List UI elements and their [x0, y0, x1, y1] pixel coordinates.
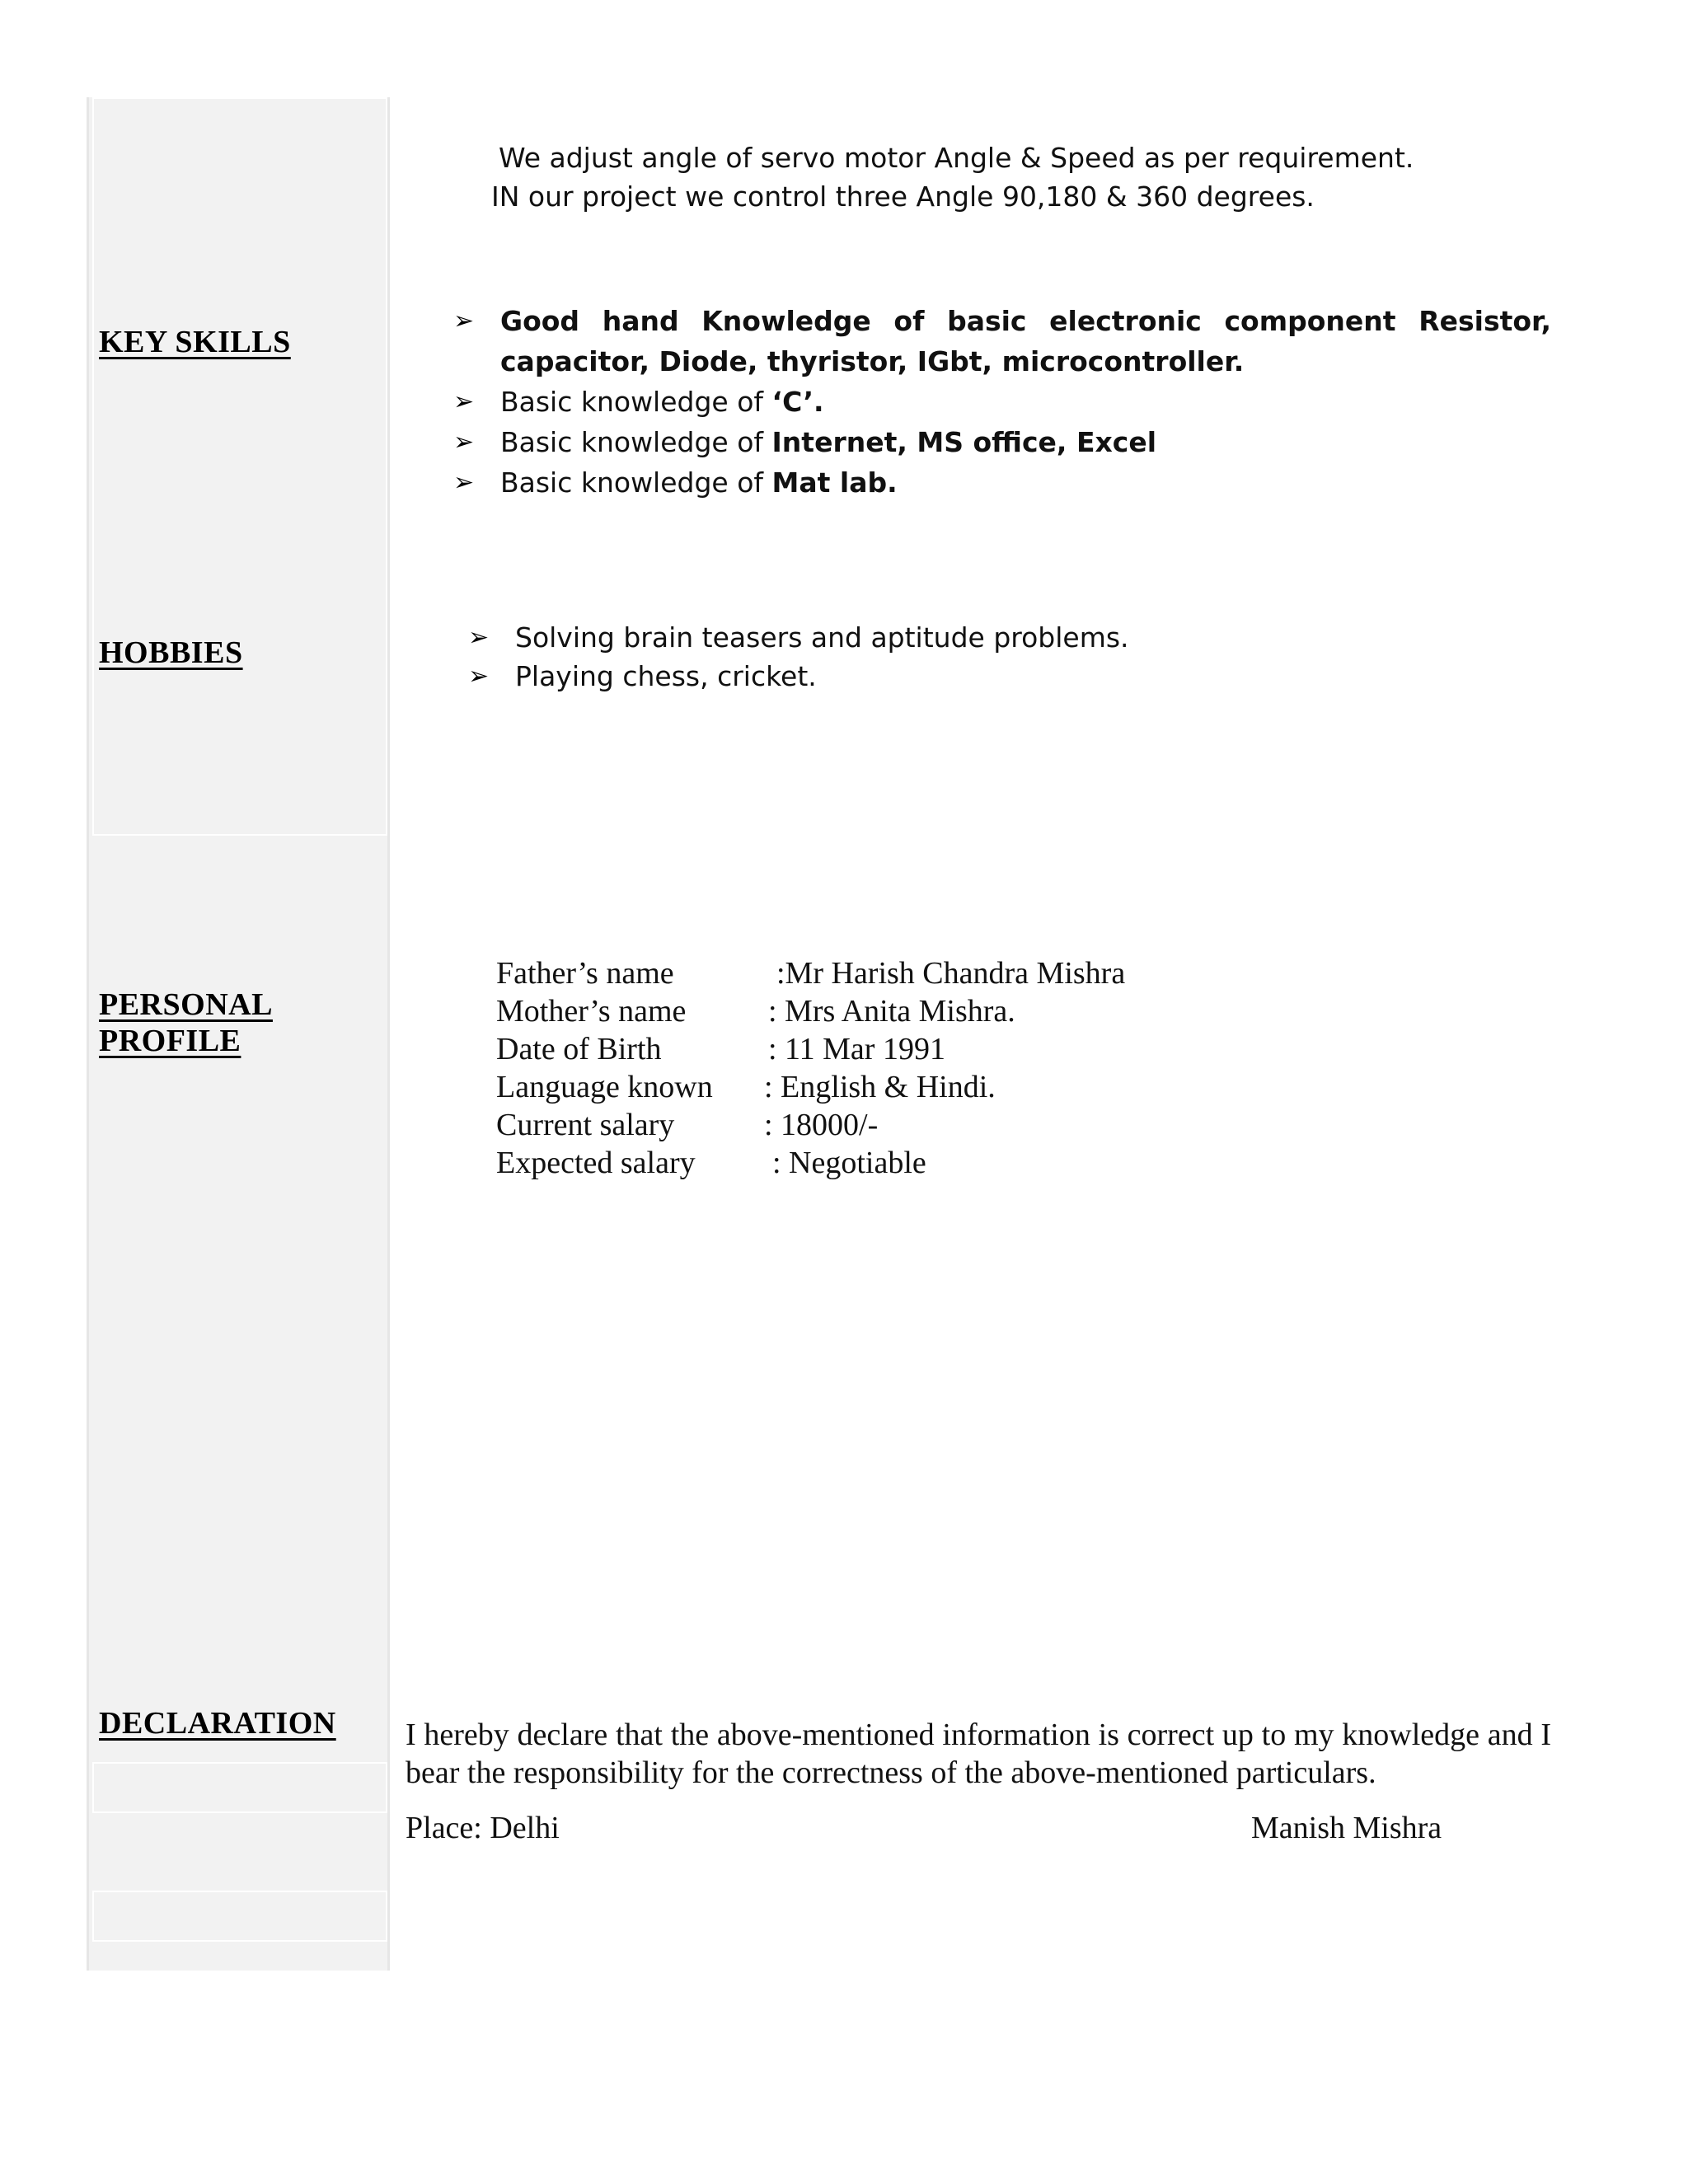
- sidebar-top-box: [92, 97, 387, 836]
- profile-value: : Mrs Anita Mishra.: [768, 994, 1015, 1029]
- section-heading-hobbies: HOBBIES: [99, 635, 243, 670]
- personal-heading-line-1: PERSONAL: [99, 987, 273, 1022]
- profile-label: Expected salary: [496, 1146, 696, 1180]
- hobbies-list: [468, 618, 1540, 696]
- skill-bold: Internet, MS office, Excel: [771, 426, 1157, 458]
- hobby-text: Playing chess, cricket.: [515, 660, 817, 692]
- list-item: [453, 301, 1551, 382]
- skill-bold: Mat lab.: [771, 466, 898, 499]
- hobby-text: Solving brain teasers and aptitude problems.: [515, 621, 1129, 654]
- list-item: [468, 618, 1540, 657]
- profile-label: Father’s name: [496, 956, 674, 991]
- profile-label: Language known: [496, 1070, 713, 1104]
- profile-value: : 18000/-: [764, 1108, 879, 1142]
- list-item: [453, 422, 1551, 462]
- personal-heading-line-2: PROFILE: [99, 1024, 241, 1058]
- profile-label: Date of Birth: [496, 1032, 662, 1066]
- skill-text: Good hand Knowledge of basic electronic component Resistor, capacitor, Diode, thyristor, IGbt, microcontroller.: [500, 305, 1551, 377]
- key-skills-list: [453, 301, 1551, 503]
- profile-value: : 11 Mar 1991: [768, 1032, 945, 1066]
- skill-prefix: Basic knowledge of: [500, 386, 772, 418]
- arrow-bullet-icon: ➢: [468, 623, 490, 652]
- place-text: Place: Delhi: [406, 1811, 560, 1845]
- skill-prefix: Basic knowledge of: [500, 466, 772, 499]
- list-item: [453, 462, 1551, 503]
- sidebar-box-2: [92, 1891, 387, 1942]
- list-item: [468, 657, 1540, 696]
- profile-label: Current salary: [496, 1108, 675, 1142]
- section-heading-declaration: DECLARATION: [99, 1706, 336, 1741]
- skill-bold: ‘C’.: [771, 386, 824, 418]
- arrow-bullet-icon: ➢: [453, 428, 475, 457]
- profile-value: : English & Hindi.: [764, 1070, 996, 1104]
- signature-name: Manish Mishra: [1251, 1811, 1442, 1845]
- arrow-bullet-icon: ➢: [453, 468, 475, 497]
- arrow-bullet-icon: ➢: [453, 387, 475, 416]
- profile-label: Mother’s name: [496, 994, 687, 1029]
- section-heading-key-skills: KEY SKILLS: [99, 325, 291, 359]
- skill-prefix: Basic knowledge of: [500, 426, 772, 458]
- project-line-1: We adjust angle of servo motor Angle & Speed as per requirement.: [499, 142, 1414, 174]
- project-line-2: IN our project we control three Angle 90,180 & 360 degrees.: [491, 180, 1315, 213]
- section-heading-personal-profile: [99, 987, 273, 1059]
- declaration-text: I hereby declare that the above-mentioned information is correct up to my knowledge and I bear the responsibility for the correctness of the above-mentioned particulars.: [406, 1718, 1551, 1790]
- sidebar-box-1: [92, 1762, 387, 1813]
- list-item: [453, 382, 1551, 422]
- profile-value: :Mr Harish Chandra Mishra: [776, 956, 1126, 991]
- arrow-bullet-icon: ➢: [468, 662, 490, 691]
- arrow-bullet-icon: ➢: [453, 307, 475, 335]
- profile-value: : Negotiable: [772, 1146, 926, 1180]
